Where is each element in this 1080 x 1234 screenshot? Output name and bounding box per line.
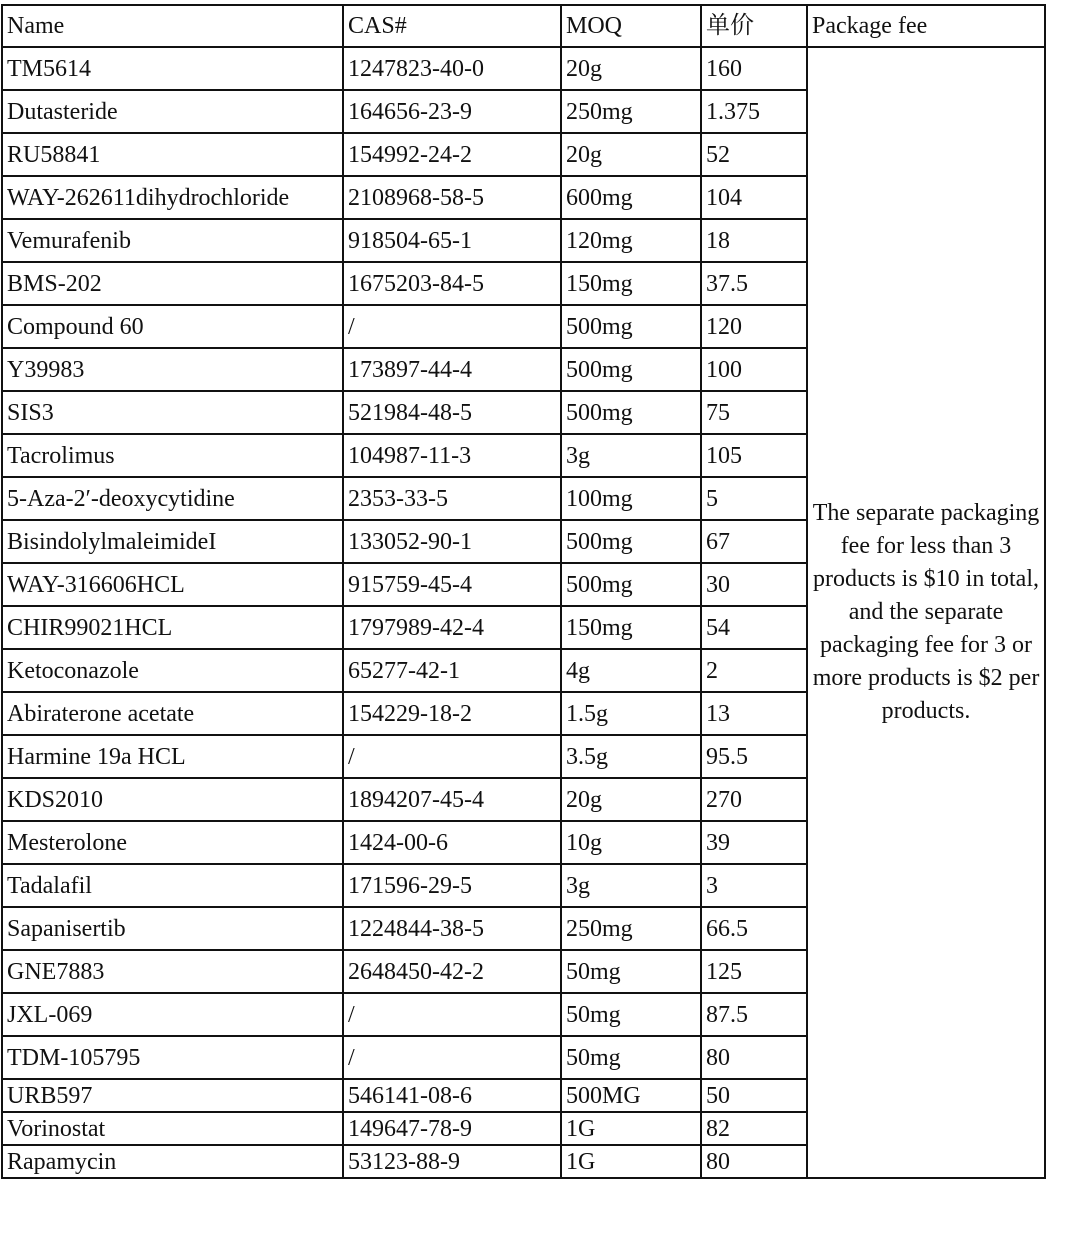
moq-cell: 250mg	[561, 90, 701, 133]
unit-price-cell: 120	[701, 305, 807, 348]
name-cell: URB597	[2, 1079, 343, 1112]
unit-price-cell: 66.5	[701, 907, 807, 950]
name-cell: Vorinostat	[2, 1112, 343, 1145]
moq-cell: 3g	[561, 434, 701, 477]
cas-cell: /	[343, 1036, 561, 1079]
unit-price-cell: 50	[701, 1079, 807, 1112]
moq-cell: 20g	[561, 47, 701, 90]
header-unit-price: 单价	[701, 5, 807, 47]
moq-cell: 3.5g	[561, 735, 701, 778]
cas-cell: 1675203-84-5	[343, 262, 561, 305]
name-cell: KDS2010	[2, 778, 343, 821]
moq-cell: 100mg	[561, 477, 701, 520]
unit-price-cell: 100	[701, 348, 807, 391]
unit-price-cell: 270	[701, 778, 807, 821]
name-cell: Compound 60	[2, 305, 343, 348]
name-cell: SIS3	[2, 391, 343, 434]
cas-cell: 1247823-40-0	[343, 47, 561, 90]
unit-price-cell: 80	[701, 1145, 807, 1178]
moq-cell: 3g	[561, 864, 701, 907]
cas-cell: 546141-08-6	[343, 1079, 561, 1112]
cas-cell: /	[343, 735, 561, 778]
unit-price-cell: 54	[701, 606, 807, 649]
unit-price-cell: 67	[701, 520, 807, 563]
name-cell: Tacrolimus	[2, 434, 343, 477]
moq-cell: 10g	[561, 821, 701, 864]
unit-price-cell: 37.5	[701, 262, 807, 305]
name-cell: BisindolylmaleimideI	[2, 520, 343, 563]
unit-price-cell: 3	[701, 864, 807, 907]
cas-cell: /	[343, 993, 561, 1036]
moq-cell: 1G	[561, 1112, 701, 1145]
moq-cell: 1G	[561, 1145, 701, 1178]
name-cell: Sapanisertib	[2, 907, 343, 950]
moq-cell: 500mg	[561, 305, 701, 348]
header-cas: CAS#	[343, 5, 561, 47]
name-cell: Dutasteride	[2, 90, 343, 133]
name-cell: TDM-105795	[2, 1036, 343, 1079]
unit-price-cell: 105	[701, 434, 807, 477]
cas-cell: 1894207-45-4	[343, 778, 561, 821]
moq-cell: 600mg	[561, 176, 701, 219]
cas-cell: /	[343, 305, 561, 348]
moq-cell: 4g	[561, 649, 701, 692]
table-row	[2, 47, 1045, 90]
name-cell: JXL-069	[2, 993, 343, 1036]
unit-price-cell: 95.5	[701, 735, 807, 778]
header-name: Name	[2, 5, 343, 47]
unit-price-cell: 13	[701, 692, 807, 735]
moq-cell: 1.5g	[561, 692, 701, 735]
table-header-row	[2, 5, 1045, 47]
moq-cell: 50mg	[561, 993, 701, 1036]
unit-price-cell: 125	[701, 950, 807, 993]
name-cell: Ketoconazole	[2, 649, 343, 692]
cas-cell: 171596-29-5	[343, 864, 561, 907]
moq-cell: 500mg	[561, 391, 701, 434]
unit-price-cell: 30	[701, 563, 807, 606]
moq-cell: 50mg	[561, 1036, 701, 1079]
name-cell: TM5614	[2, 47, 343, 90]
unit-price-cell: 2	[701, 649, 807, 692]
unit-price-cell: 5	[701, 477, 807, 520]
name-cell: CHIR99021HCL	[2, 606, 343, 649]
cas-cell: 149647-78-9	[343, 1112, 561, 1145]
unit-price-cell: 1.375	[701, 90, 807, 133]
moq-cell: 500mg	[561, 563, 701, 606]
cas-cell: 2648450-42-2	[343, 950, 561, 993]
moq-cell: 500mg	[561, 520, 701, 563]
unit-price-cell: 18	[701, 219, 807, 262]
moq-cell: 20g	[561, 133, 701, 176]
cas-cell: 521984-48-5	[343, 391, 561, 434]
cas-cell: 104987-11-3	[343, 434, 561, 477]
cas-cell: 154229-18-2	[343, 692, 561, 735]
cas-cell: 173897-44-4	[343, 348, 561, 391]
name-cell: Tadalafil	[2, 864, 343, 907]
cas-cell: 1424-00-6	[343, 821, 561, 864]
unit-price-cell: 82	[701, 1112, 807, 1145]
moq-cell: 500mg	[561, 348, 701, 391]
cas-cell: 65277-42-1	[343, 649, 561, 692]
moq-cell: 50mg	[561, 950, 701, 993]
cas-cell: 154992-24-2	[343, 133, 561, 176]
name-cell: Vemurafenib	[2, 219, 343, 262]
name-cell: BMS-202	[2, 262, 343, 305]
package-fee-note: The separate packaging fee for less than 3 products is $10 in total, and the separate packaging fee for 3 or more products is $2 per products.	[807, 47, 1045, 1178]
product-price-table	[1, 4, 1046, 1179]
cas-cell: 133052-90-1	[343, 520, 561, 563]
cas-cell: 2108968-58-5	[343, 176, 561, 219]
moq-cell: 150mg	[561, 262, 701, 305]
name-cell: Abiraterone acetate	[2, 692, 343, 735]
moq-cell: 150mg	[561, 606, 701, 649]
unit-price-cell: 160	[701, 47, 807, 90]
name-cell: Harmine 19a HCL	[2, 735, 343, 778]
moq-cell: 500MG	[561, 1079, 701, 1112]
cas-cell: 1224844-38-5	[343, 907, 561, 950]
cas-cell: 53123-88-9	[343, 1145, 561, 1178]
moq-cell: 120mg	[561, 219, 701, 262]
unit-price-cell: 104	[701, 176, 807, 219]
name-cell: RU58841	[2, 133, 343, 176]
name-cell: 5-Aza-2′-deoxycytidine	[2, 477, 343, 520]
header-moq: MOQ	[561, 5, 701, 47]
header-package-fee: Package fee	[807, 5, 1045, 47]
cas-cell: 164656-23-9	[343, 90, 561, 133]
name-cell: Y39983	[2, 348, 343, 391]
name-cell: GNE7883	[2, 950, 343, 993]
unit-price-cell: 75	[701, 391, 807, 434]
unit-price-cell: 52	[701, 133, 807, 176]
unit-price-cell: 80	[701, 1036, 807, 1079]
name-cell: Mesterolone	[2, 821, 343, 864]
cas-cell: 915759-45-4	[343, 563, 561, 606]
unit-price-cell: 87.5	[701, 993, 807, 1036]
cas-cell: 1797989-42-4	[343, 606, 561, 649]
name-cell: WAY-316606HCL	[2, 563, 343, 606]
cas-cell: 918504-65-1	[343, 219, 561, 262]
name-cell: Rapamycin	[2, 1145, 343, 1178]
unit-price-cell: 39	[701, 821, 807, 864]
cas-cell: 2353-33-5	[343, 477, 561, 520]
name-cell: WAY-262611dihydrochloride	[2, 176, 343, 219]
moq-cell: 20g	[561, 778, 701, 821]
moq-cell: 250mg	[561, 907, 701, 950]
